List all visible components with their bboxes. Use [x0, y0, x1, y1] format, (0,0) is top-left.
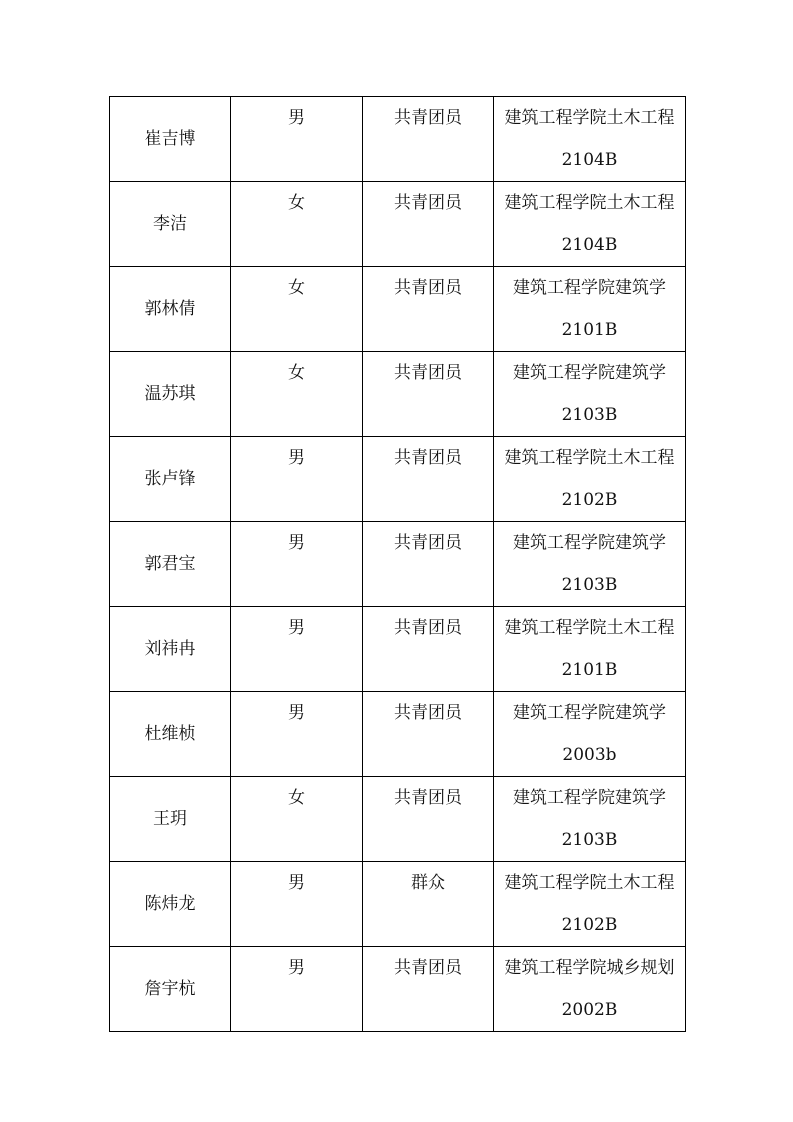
table-row	[110, 352, 686, 437]
gender-text: 男	[288, 703, 305, 723]
political-status-cell	[363, 267, 494, 352]
name-cell	[110, 947, 231, 1032]
table-row	[110, 777, 686, 862]
class-cell	[494, 522, 686, 607]
name-cell	[110, 182, 231, 267]
political-status-cell	[363, 352, 494, 437]
member-table-body	[110, 97, 686, 1032]
class-cell	[494, 947, 686, 1032]
name-cell	[110, 777, 231, 862]
political-status-cell	[363, 97, 494, 182]
gender-text: 女	[288, 788, 305, 808]
member-table	[109, 96, 686, 1032]
gender-text: 男	[288, 533, 305, 553]
table-row	[110, 607, 686, 692]
class-cell	[494, 352, 686, 437]
gender-cell	[231, 862, 363, 947]
class-cell	[494, 777, 686, 862]
gender-cell	[231, 522, 363, 607]
political-status-text: 共青团员	[394, 703, 462, 723]
gender-cell	[231, 267, 363, 352]
gender-text: 男	[288, 448, 305, 468]
class-cell	[494, 182, 686, 267]
political-status-text: 共青团员	[394, 788, 462, 808]
class-cell	[494, 862, 686, 947]
name-cell	[110, 607, 231, 692]
gender-cell	[231, 352, 363, 437]
name-cell	[110, 267, 231, 352]
gender-cell	[231, 97, 363, 182]
political-status-text: 共青团员	[394, 108, 462, 128]
table-row	[110, 437, 686, 522]
political-status-text: 共青团员	[394, 618, 462, 638]
class-text: 建筑工程学院建筑学2003b	[513, 703, 666, 765]
gender-text: 男	[288, 108, 305, 128]
political-status-cell	[363, 947, 494, 1032]
name-text: 王玥	[153, 809, 187, 829]
political-status-text: 共青团员	[394, 193, 462, 213]
table-row	[110, 522, 686, 607]
political-status-text: 共青团员	[394, 363, 462, 383]
political-status-text: 共青团员	[394, 958, 462, 978]
gender-cell	[231, 437, 363, 522]
political-status-cell	[363, 777, 494, 862]
political-status-text: 群众	[411, 873, 445, 893]
table-row	[110, 267, 686, 352]
name-text: 温苏琪	[144, 384, 196, 404]
class-text: 建筑工程学院土木工程 2102B	[504, 873, 675, 935]
political-status-cell	[363, 607, 494, 692]
name-text: 李洁	[153, 214, 187, 234]
gender-cell	[231, 607, 363, 692]
name-text: 陈炜龙	[144, 894, 196, 914]
name-text: 崔吉博	[144, 129, 196, 149]
class-text: 建筑工程学院城乡规划 2002B	[504, 958, 675, 1020]
table-row	[110, 947, 686, 1032]
political-status-cell	[363, 862, 494, 947]
class-text: 建筑工程学院土木工程 2104B	[504, 108, 675, 170]
name-cell	[110, 352, 231, 437]
name-text: 郭林倩	[144, 299, 196, 319]
class-text: 建筑工程学院土木工程 2101B	[504, 618, 675, 680]
name-text: 郭君宝	[144, 554, 196, 574]
table-row	[110, 97, 686, 182]
name-text: 詹宇杭	[144, 979, 196, 999]
class-text: 建筑工程学院建筑学2103B	[513, 533, 666, 595]
political-status-cell	[363, 182, 494, 267]
gender-text: 女	[288, 278, 305, 298]
class-cell	[494, 692, 686, 777]
gender-text: 男	[288, 618, 305, 638]
gender-cell	[231, 692, 363, 777]
political-status-cell	[363, 692, 494, 777]
class-cell	[494, 607, 686, 692]
class-text: 建筑工程学院建筑学2103B	[513, 363, 666, 425]
political-status-text: 共青团员	[394, 278, 462, 298]
political-status-text: 共青团员	[394, 448, 462, 468]
name-cell	[110, 437, 231, 522]
class-text: 建筑工程学院土木工程 2104B	[504, 193, 675, 255]
name-cell	[110, 522, 231, 607]
political-status-cell	[363, 522, 494, 607]
political-status-cell	[363, 437, 494, 522]
gender-cell	[231, 777, 363, 862]
gender-text: 女	[288, 363, 305, 383]
name-cell	[110, 97, 231, 182]
class-cell	[494, 97, 686, 182]
table-row	[110, 692, 686, 777]
gender-text: 女	[288, 193, 305, 213]
class-cell	[494, 267, 686, 352]
table-row	[110, 862, 686, 947]
class-text: 建筑工程学院建筑学2101B	[513, 278, 666, 340]
name-cell	[110, 692, 231, 777]
class-cell	[494, 437, 686, 522]
class-text: 建筑工程学院建筑学2103B	[513, 788, 666, 850]
table-row	[110, 182, 686, 267]
name-text: 张卢锋	[144, 469, 196, 489]
gender-cell	[231, 947, 363, 1032]
name-text: 刘祎冉	[144, 639, 196, 659]
name-text: 杜维桢	[144, 724, 196, 744]
gender-cell	[231, 182, 363, 267]
political-status-text: 共青团员	[394, 533, 462, 553]
gender-text: 男	[288, 958, 305, 978]
gender-text: 男	[288, 873, 305, 893]
class-text: 建筑工程学院土木工程 2102B	[504, 448, 675, 510]
name-cell	[110, 862, 231, 947]
